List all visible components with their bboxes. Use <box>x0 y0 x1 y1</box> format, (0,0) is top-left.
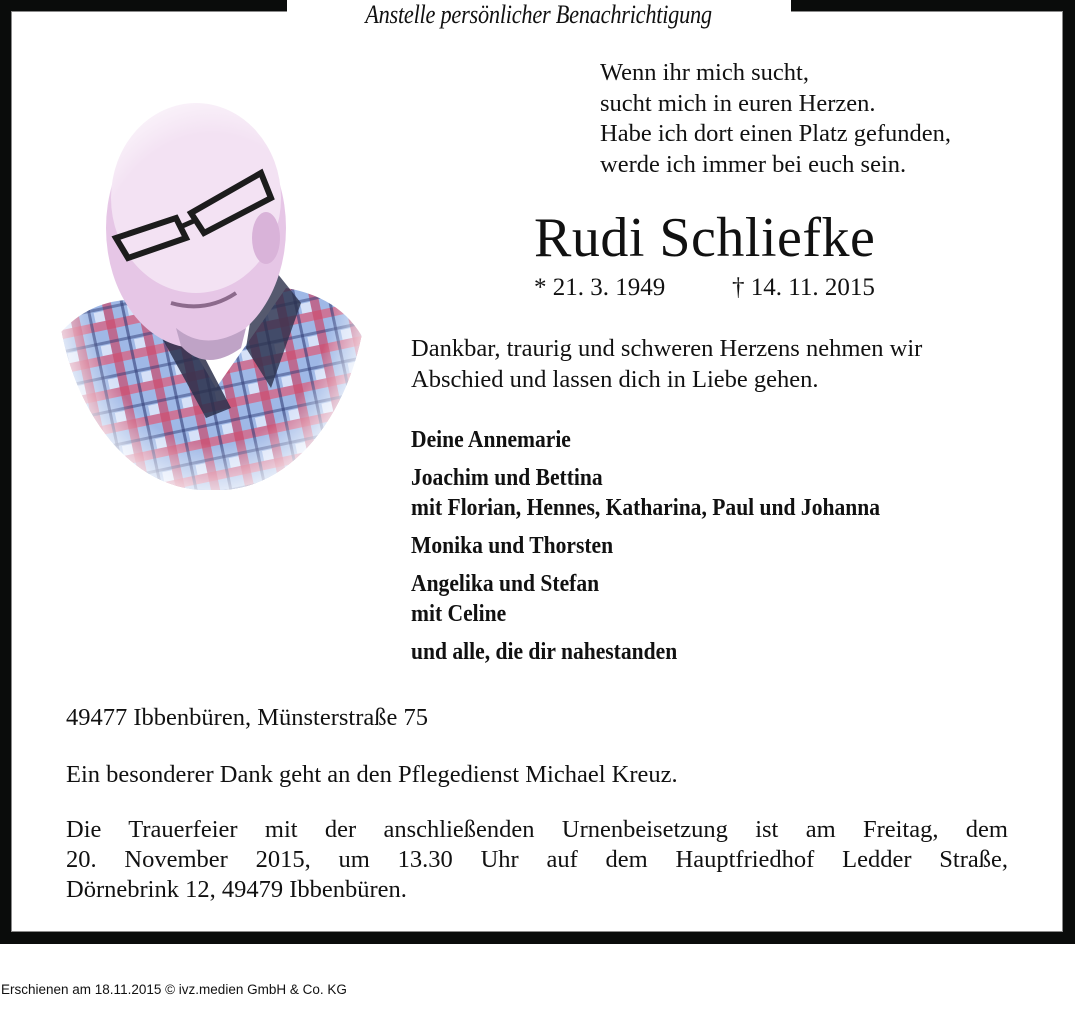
mourner-line: Joachim und Bettina <box>411 464 603 491</box>
mourner-line: Deine Annemarie <box>411 426 571 453</box>
family-address: 49477 Ibbenbüren, Münsterstraße 75 <box>66 704 428 731</box>
mourner-line: Angelika und Stefan <box>411 570 600 597</box>
life-dates <box>534 272 875 304</box>
portrait-icon <box>56 88 368 490</box>
mourner-line: und alle, die dir nahestanden <box>411 638 678 665</box>
header-tab <box>287 0 791 34</box>
ceremony-line: Die Trauerfeier mit der anschließenden Urnenbeisetzung ist am Freitag, dem <box>66 816 1008 843</box>
mourner-group <box>411 463 944 523</box>
farewell-text <box>411 334 922 395</box>
ceremony-details <box>66 815 1008 905</box>
mourner-group <box>411 569 944 629</box>
thanks-note: Ein besonderer Dank geht an den Pflegedienst Michael Kreuz. <box>66 761 678 788</box>
birth-date: * 21. 3. 1949 <box>534 274 666 301</box>
mourner-line: mit Florian, Hennes, Katharina, Paul und Johanna <box>411 494 881 521</box>
deceased-name: Rudi Schliefke <box>534 207 876 269</box>
ceremony-line: 20. November 2015, um 13.30 Uhr auf dem Hauptfriedhof Ledder Straße, <box>66 846 1008 873</box>
poem <box>600 58 951 180</box>
poem-line: werde ich immer bei euch sein. <box>600 150 907 178</box>
mourner-group <box>411 425 944 455</box>
mourner-line: mit Celine <box>411 600 507 627</box>
header-label: Anstelle persönlicher Benachrichtigung <box>365 0 713 29</box>
mourners-list <box>411 425 944 675</box>
portrait-photo <box>56 88 368 490</box>
farewell-line: Abschied und lassen dich in Liebe gehen. <box>411 365 819 393</box>
death-date: † 14. 11. 2015 <box>732 274 875 301</box>
mourner-line: Monika und Thorsten <box>411 532 614 559</box>
farewell-line: Dankbar, traurig und schweren Herzens nehmen wir <box>411 335 923 362</box>
mourner-group <box>411 531 944 561</box>
mourner-group <box>411 637 944 667</box>
poem-line: sucht mich in euren Herzen. <box>600 89 876 117</box>
publication-footer: Erschienen am 18.11.2015 © ivz.medien GmbH & Co. KG <box>1 982 347 997</box>
poem-line: Wenn ihr mich sucht, <box>600 59 809 86</box>
poem-line: Habe ich dort einen Platz gefunden, <box>600 120 952 147</box>
ceremony-line: Dörnebrink 12, 49479 Ibbenbüren. <box>66 876 407 903</box>
